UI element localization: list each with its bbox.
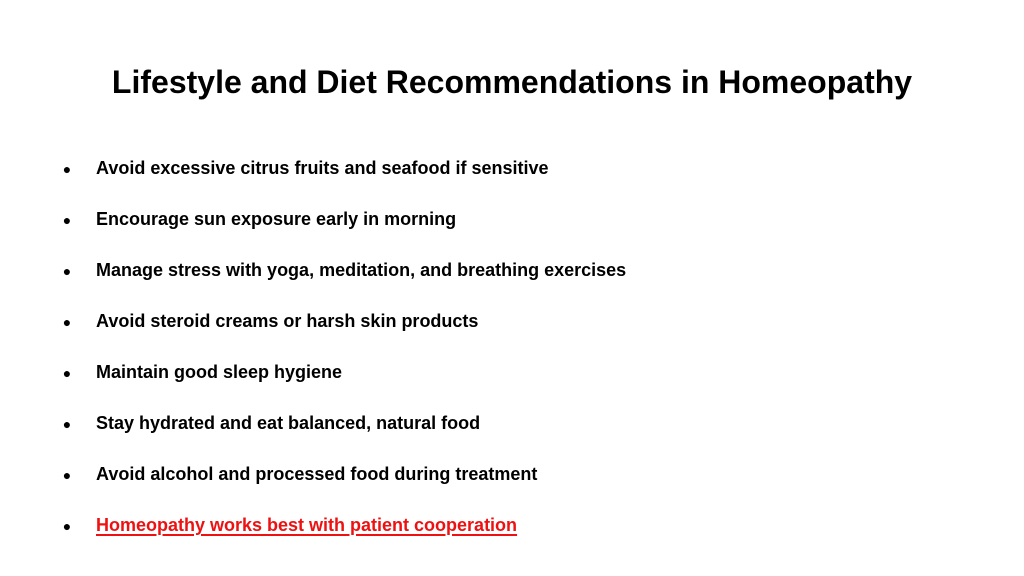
bullet-item bbox=[60, 305, 980, 356]
bullet-item bbox=[60, 458, 980, 509]
bullet-dot-icon: ● bbox=[62, 314, 72, 330]
highlight-link[interactable]: Homeopathy works best with patient cooperation bbox=[96, 515, 518, 535]
bullet-list bbox=[60, 152, 980, 560]
bullet-item bbox=[60, 407, 980, 458]
bullet-text: Stay hydrated and eat balanced, natural food bbox=[96, 413, 481, 433]
bullet-item-highlight bbox=[60, 509, 980, 560]
bullet-text: Avoid steroid creams or harsh skin products bbox=[96, 311, 479, 331]
bullet-item bbox=[60, 356, 980, 407]
bullet-dot-icon: ● bbox=[62, 467, 72, 483]
bullet-dot-icon: ● bbox=[62, 212, 72, 228]
bullet-dot-icon: ● bbox=[62, 416, 72, 432]
bullet-dot-icon: ● bbox=[62, 263, 72, 279]
bullet-text: Maintain good sleep hygiene bbox=[96, 362, 343, 382]
bullet-item bbox=[60, 152, 980, 203]
bullet-dot-icon: ● bbox=[62, 518, 72, 534]
bullet-dot-icon: ● bbox=[62, 365, 72, 381]
bullet-item bbox=[60, 254, 980, 305]
bullet-item bbox=[60, 203, 980, 254]
bullet-text: Encourage sun exposure early in morning bbox=[96, 209, 457, 229]
bullet-text: Avoid excessive citrus fruits and seafood if sensitive bbox=[96, 158, 549, 178]
slide-title: Lifestyle and Diet Recommendations in Homeopathy bbox=[111, 64, 913, 100]
bullet-dot-icon: ● bbox=[62, 161, 72, 177]
bullet-text: Manage stress with yoga, meditation, and breathing exercises bbox=[96, 260, 627, 280]
bullet-text: Avoid alcohol and processed food during treatment bbox=[96, 464, 538, 484]
